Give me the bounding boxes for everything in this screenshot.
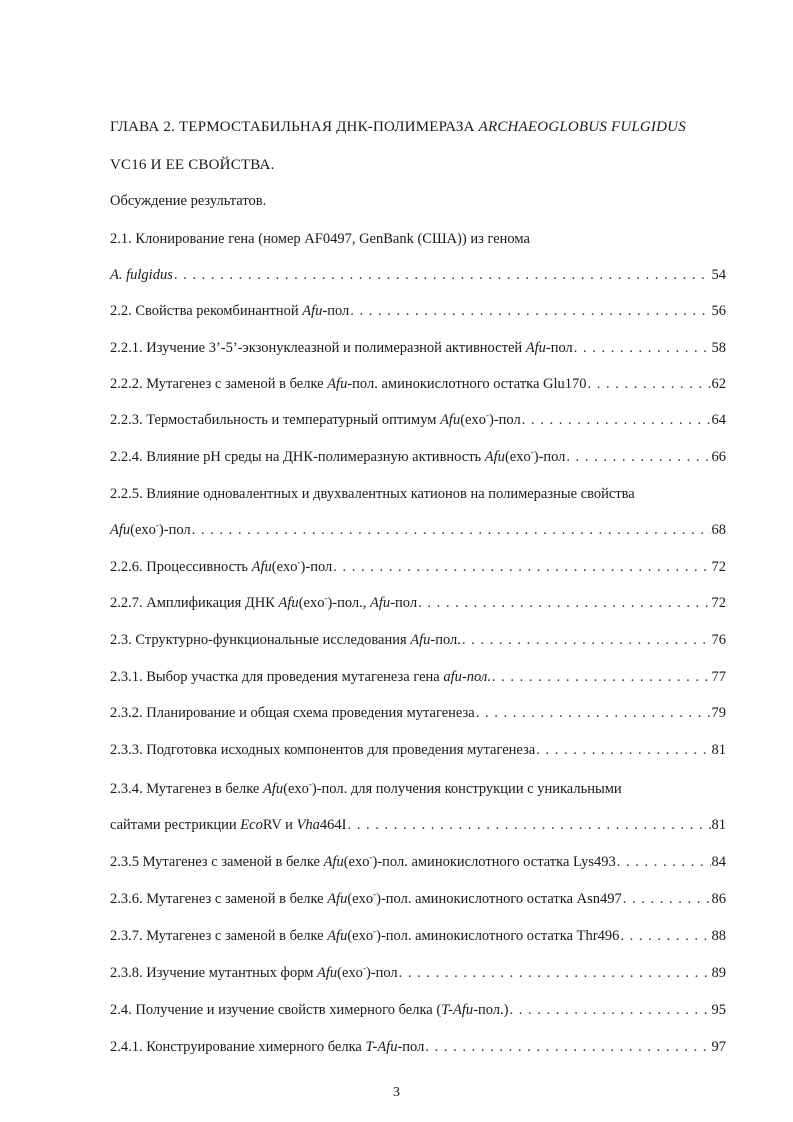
toc-entry-2-3-5: 2.3.5 Мутагенез с заменой в белке Afu(exo-)-пол. аминокислотного остатка Lys493 . . . 84 [110,853,726,871]
dot-leader [192,521,711,539]
toc-entry-2-1: 2.1. Клонирование гена (номер AF0497, GenBank (США)) из генома [110,231,530,247]
chapter-title-line2: VC16 И ЕЕ СВОЙСТВА. [110,157,275,173]
toc-entry-2-3-3: 2.3.3. Подготовка исходных компонентов для проведения мутагенеза . . . 81 [110,741,726,759]
toc-entry-2-3-8: 2.3.8. Изучение мутантных форм Afu(exo-)-пол . . . 89 [110,964,726,982]
toc-entry-2-3-6: 2.3.6. Мутагенез с заменой в белке Afu(exo-)-пол. аминокислотного остатка Asn497 . . . 86 [110,890,726,908]
page-ref: 88 [711,928,726,944]
toc-entry-2-4: 2.4. Получение и изучение свойств химерного белка (T-Afu-пол.) . . . 95 [110,1001,726,1019]
page-ref: 72 [711,595,726,611]
toc-entry-2-4-1: 2.4.1. Конструирование химерного белка T-Afu-пол . . . 97 [110,1038,726,1056]
toc-entry-2-2-1: 2.2.1. Изучение 3’-5’-экзонуклеазной и полимеразной активностей Afu-пол . . . 58 [110,339,726,357]
toc-entry-2-2-6: 2.2.6. Процессивность Afu(exo-)-пол . . . 72 [110,558,726,576]
page-ref: 72 [711,559,726,575]
toc-entry-2-2-5: 2.2.5. Влияние одновалентных и двухвалентных катионов на полимеразные свойства [110,486,635,502]
page-ref: 58 [711,340,726,356]
dot-leader [536,741,710,759]
page-ref: 81 [711,817,726,833]
toc-entry-2-2-7: 2.2.7. Амплификация ДНК Afu(exo-)-пол., Afu-пол . . . 72 [110,594,726,612]
dot-leader [522,411,711,429]
toc-entry-2-3-4-cont: сайтами рестрикции EcoRV и Vha464I . . . 81 [110,816,726,834]
page-ref: 97 [711,1039,726,1055]
page-ref: 86 [711,891,726,907]
dot-leader [399,964,711,982]
page-ref: 79 [711,705,726,721]
dot-leader [617,853,711,871]
toc-entry-2-3-1: 2.3.1. Выбор участка для проведения мутагенеза гена afu-пол. . . . 77 [110,668,726,686]
dot-leader [462,631,711,649]
chapter-title-line1: ГЛАВА 2. ТЕРМОСТАБИЛЬНАЯ ДНК-ПОЛИМЕРАЗА ARCHAEOGLOBUS FULGIDUS [110,119,686,135]
toc-entry-2-1-cont: A. fulgidus . . . 54 [110,266,726,284]
page-ref: 89 [711,965,726,981]
dot-leader [476,704,711,722]
dot-leader [623,890,711,908]
toc-entry-2-2-4: 2.2.4. Влияние рН среды на ДНК-полимеразную активность Afu(exo-)-пол . . . 66 [110,448,726,466]
page-ref: 64 [711,412,726,428]
page-ref: 95 [711,1002,726,1018]
page-ref: 76 [711,632,726,648]
page-ref: 66 [711,449,726,465]
dot-leader [492,668,711,686]
toc-entry-2-2-2: 2.2.2. Мутагенез с заменой в белке Afu-пол. аминокислотного остатка Glu170 . . . 62 [110,375,726,393]
toc-entry-2-3: 2.3. Структурно-функциональные исследования Afu-пол. . . . 76 [110,631,726,649]
toc-entry-2-3-2: 2.3.2. Планирование и общая схема проведения мутагенеза . . . 79 [110,704,726,722]
page-ref: 81 [711,742,726,758]
toc-entry-2-2: 2.2. Свойства рекомбинантной Afu-пол . . . 56 [110,302,726,320]
page-ref: 84 [711,854,726,870]
dot-leader [574,339,711,357]
page-ref: 77 [711,669,726,685]
discussion-heading: Обсуждение результатов. [110,193,267,209]
page-number: 3 [393,1085,400,1100]
dot-leader [348,816,711,834]
dot-leader [509,1001,710,1019]
page-ref: 62 [711,376,726,392]
toc-entry-2-3-4: 2.3.4. Мутагенез в белке Afu(exo-)-пол. для получения конструкции с уникальными [110,779,622,797]
toc-entry-2-3-7: 2.3.7. Мутагенез с заменой в белке Afu(exo-)-пол. аминокислотного остатка Thr496 . . . 88 [110,927,726,945]
toc-entry-2-2-3: 2.2.3. Термостабильность и температурный оптимум Afu(exo-)-пол . . . 64 [110,411,726,429]
dot-leader [333,558,710,576]
dot-leader [418,594,710,612]
page-ref: 68 [711,522,726,538]
toc-entry-2-2-5-cont: Afu(exo-)-пол . . . 68 [110,521,726,539]
dot-leader [350,302,710,320]
dot-leader [620,927,710,945]
dot-leader [588,375,711,393]
page-ref: 54 [711,267,726,283]
dot-leader [174,266,711,284]
dot-leader [425,1038,710,1056]
page-ref: 56 [711,303,726,319]
dot-leader [566,448,710,466]
